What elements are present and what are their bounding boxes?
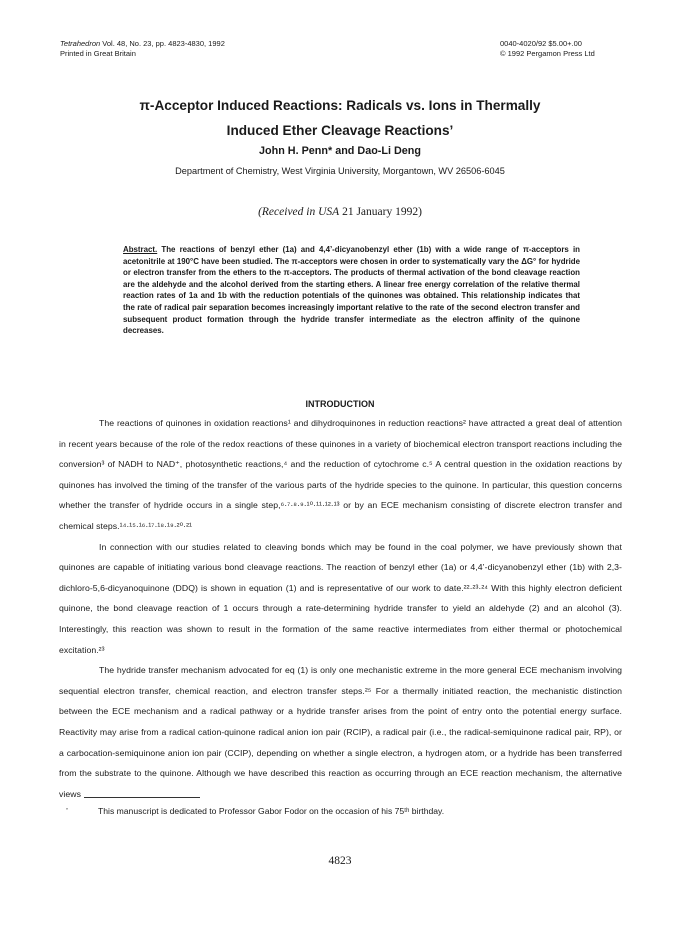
journal-name: Tetrahedron — [60, 39, 101, 48]
footnote-text: This manuscript is dedicated to Professor Gabor Fodor on the occasion of his 75ᵗʰ birthday. — [98, 806, 445, 816]
issn-price: 0040-4020/92 $5.00+.00 — [500, 39, 582, 48]
printed-in: Printed in Great Britain — [60, 49, 136, 58]
paper-title-line-2: Induced Ether Cleavage Reactions’ — [226, 123, 454, 138]
intro-paragraph: The hydride transfer mechanism advocated for eq (1) is only one mechanistic extreme in the more general ECE mechanism involving sequential electron transfer, chemical reaction, and electron transfer steps.²⁵ For a thermally initiated reaction, the mechanistic distinction between the ECE mechanism and a radical pathway or a hydride transfer arises from the point of entry onto the potential energy surface. Reactivity may arise from a radical cation-quinone radical anion ion pair (RCIP), a radical pair (i.e., the radical-semiquinone radical pair, RP), or a carbocation-semiquinone anion ion pair (CCIP), depending on whether a single electron, a hydrogen atom, or a hydride has been transferred from the substrate to the quinone. Although we have described this reaction as occurring through an ECE reaction mechanism, the alternative views — [59, 665, 622, 799]
footnote-mark: ’ — [66, 806, 68, 816]
page-number: 4823 — [328, 855, 352, 867]
affiliation: Department of Chemistry, West Virginia University, Morgantown, WV 26506-6045 — [175, 166, 505, 176]
introduction-body — [59, 413, 622, 804]
footnote — [66, 806, 626, 816]
received-line — [0, 206, 680, 218]
footnote-divider — [84, 797, 200, 798]
author-list: John H. Penn* and Dao-Li Deng — [259, 145, 421, 157]
copyright-line: © 1992 Pergamon Press Ltd — [500, 49, 595, 58]
journal-volume-line: Vol. 48, No. 23, pp. 4823-4830, 1992 — [102, 39, 225, 48]
received-date: 21 January — [342, 206, 393, 218]
paper-title-line-1: π-Acceptor Induced Reactions: Radicals vs. Ions in Thermally — [139, 98, 541, 113]
abstract — [123, 244, 580, 337]
abstract-label: Abstract. — [123, 245, 158, 254]
received-year: 1992) — [395, 206, 422, 218]
journal-citation — [60, 39, 225, 49]
intro-paragraph: The reactions of quinones in oxidation reactions¹ and dihydroquinones in reduction reactions² have attracted a great deal of attention in recent years because of the role of the redox reactions of these quinones in a variety of biochemical electron transport reactions including the conversion³ of NADH to NAD⁺, photosynthetic reactions,⁴ and the reduction of cytochrome c.⁵ A central question in the oxidation reactions by quinones has involved the timing of the transfer of the various parts of the hydride species to the quinone. In particular, this question concerns whether the transfer of hydride occurs in a single step,⁶·⁷·⁸·⁹·¹⁰·¹¹·¹²·¹³ or by an ECE mechanism consisting of discrete electron transfer and chemical steps.¹⁴·¹⁵·¹⁶·¹⁷·¹⁸·¹⁹·²⁰·²¹ — [59, 418, 622, 531]
intro-paragraph: In connection with our studies related to cleaving bonds which may be found in the coal polymer, we have previously shown that quinones are capable of initiating various bond cleavage reactions. The reaction of benzyl ether (1a) or 4,4’-dicyanobenzyl ether (1b) with 2,3-dichloro-5,6-dicyanoquinone (DDQ) is shown in equation (1) and is representative of our work to date.²²·²³·²⁴ With this highly electron deficient quinone, the bond cleavage reaction of 1 occurs through a rate-determining hydride transfer to yield an aldehyde (2) and an alcohol (3). Interestingly, this reaction was shown to result in the formation of the same reactive intermediates from either thermal or photochemical excitation.²³ — [59, 541, 622, 655]
received-prefix: (Received in USA — [258, 206, 340, 218]
section-heading-introduction: INTRODUCTION — [305, 399, 375, 409]
abstract-text: The reactions of benzyl ether (1a) and 4,4’-dicyanobenzyl ether (1b) with a wide range of π-acceptors in acetonitrile at 190°C have been studied. The π-acceptors were chosen in order to systematically vary the ΔG° for hydride or electron transfer from the ethers to the π-acceptors. The products of thermal activation of the bond cleavage reaction are the aldehyde and the alcohol derived from the starting ethers. A linear free energy correlation of the relative thermal reaction rates of 1a and 1b with the reduction potentials of the quinones was obtained. This relationship indicates that the rate of radical pair separation becomes increasingly important relative to the rate of the second electron transfer and subsequent product formation through the hydride transfer intermediate as the electron affinity of the quinone decreases. — [123, 245, 580, 336]
